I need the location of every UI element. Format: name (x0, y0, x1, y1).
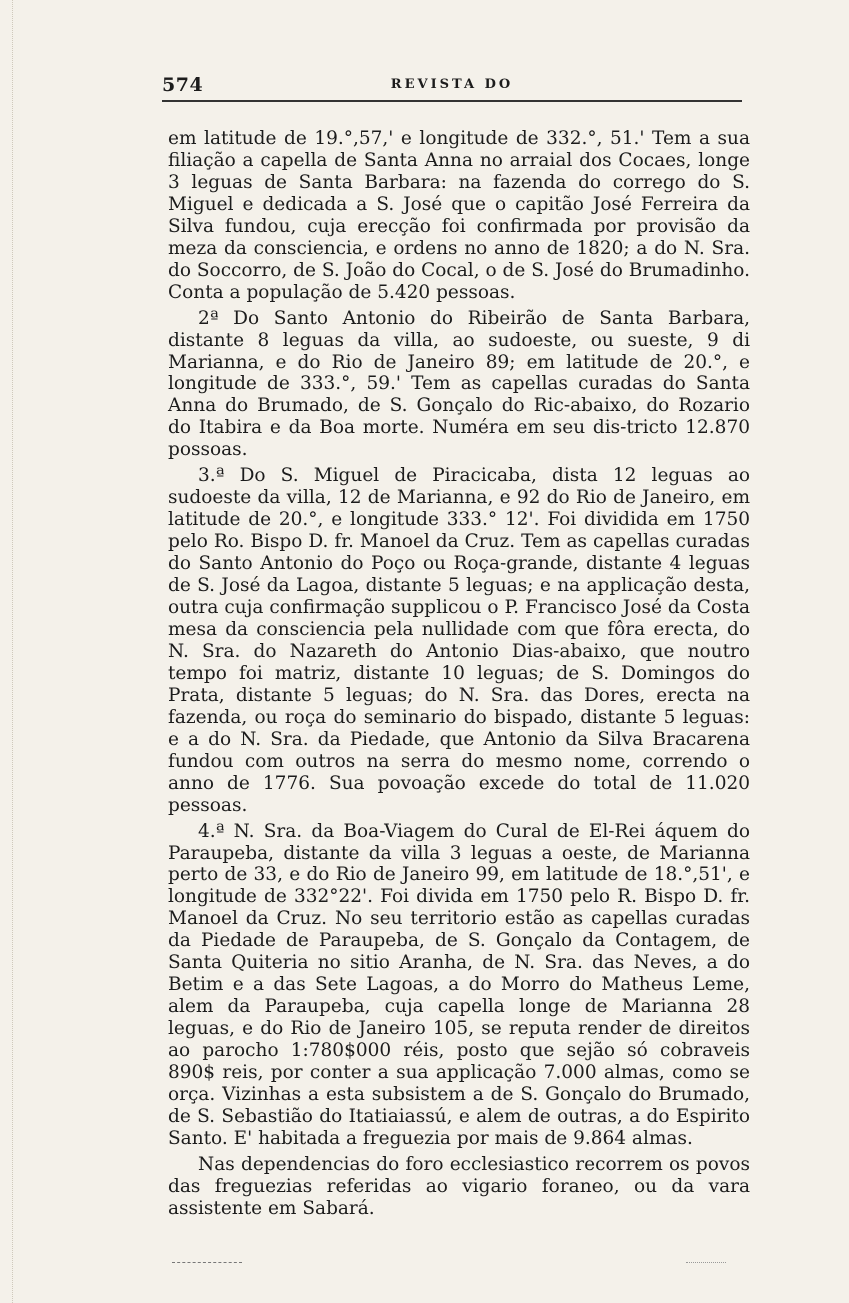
header-rule (162, 100, 742, 102)
page-number: 574 (162, 74, 204, 96)
running-head: REVISTA DO (390, 77, 514, 92)
paragraph-parish-4: 4.ª N. Sra. da Boa-Viagem do Cural de El-Rei áquem do Paraupeba, distante da villa 3 leguas a oeste, de Marianna perto de 33, e do Rio de Janeiro 99, em latitude de 18.°,51', e longitude de 332°22'. Foi divida em 1750 pelo R. Bispo D. fr. Manoel da Cruz. No seu territorio estão as capellas curadas da Piedade de Paraupeba, de S. Gonçalo da Contagem, de Santa Quiteria no sitio Aranha, de N. Sra. das Neves, a do Betim e a das Sete Lagoas, a do Morro do Matheus Leme, alem da Paraupeba, cuja capella longe de Marianna 28 leguas, e do Rio de Janeiro 105, se reputa render de direitos ao parocho 1:780$000 réis, posto que sejão só cobraveis 890$ reis, por conter a sua applicação 7.000 almas, como se orça. Vizinhas a esta subsistem a de S. Gonçalo do Brumado, de S. Sebastião do Itatiaiassú, e alem de outras, a do Espirito Santo. E' habitada a freguezia por mais de 9.864 almas. (168, 820, 750, 1149)
footer-mark-right (686, 1262, 726, 1263)
page-header (162, 74, 742, 102)
paragraph-ecclesiastical-jurisdiction: Nas dependencias do foro ecclesiastico recorrem os povos das freguezias referidas ao vigario foraneo, ou da vara assistente em Sabará. (168, 1153, 750, 1219)
paragraph-parish-3: 3.ª Do S. Miguel de Piracicaba, dista 12 leguas ao sudoeste da villa, 12 de Marianna, e 92 do Rio de Janeiro, em latitude de 20.°, e longitude 333.° 12'. Foi dividida em 1750 pelo Ro. Bispo D. fr. Manoel da Cruz. Tem as capellas curadas do Santo Antonio do Poço ou Roça-grande, distante 4 leguas de S. José da Lagoa, distante 5 leguas; e na applicação desta, outra cuja confirmação supplicou o P. Francisco José da Costa mesa da consciencia pela nullidade com que fôra erecta, do N. Sra. do Nazareth do Antonio Dias-abaixo, que noutro tempo foi matriz, distante 10 leguas; de S. Domingos do Prata, distante 5 leguas; do N. Sra. das Dores, erecta na fazenda, ou roça do seminario do bispado, distante 5 leguas: e a do N. Sra. da Piedade, que Antonio da Silva Bracarena fundou com outros na serra do mesmo nome, correndo o anno de 1776. Sua povoação excede do total de 11.020 pessoas. (168, 465, 750, 816)
body-text (168, 128, 750, 1220)
paragraph-continuation: em latitude de 19.°,57,' e longitude de 332.°, 51.' Tem a sua filiação a capella de Santa Anna no arraial dos Cocaes, longe 3 leguas de Santa Barbara: na fazenda do corrego do S. Miguel e dedicada a S. José que o capitão José Ferreira da Silva fundou, cuja erecção foi confirmada por provisão da meza da consciencia, e ordens no anno de 1820; a do N. Sra. do Soccorro, de S. João do Cocal, o de S. José do Brumadinho. Conta a população de 5.420 pessoas. (168, 128, 750, 303)
footer-mark-left (172, 1262, 242, 1263)
page-edge (0, 0, 13, 1303)
paragraph-parish-2: 2ª Do Santo Antonio do Ribeirão de Santa Barbara, distante 8 leguas da villa, ao sudoeste, ou sueste, 9 di Marianna, e do Rio de Janeiro 89; em latitude de 20.°, e longitude de 333.°, 59.' Tem as capellas curadas do Santa Anna do Brumado, de S. Gonçalo do Ric-abaixo, do Rozario do Itabira e da Boa morte. Numéra em seu dis-tricto 12.870 possoas. (168, 307, 750, 461)
